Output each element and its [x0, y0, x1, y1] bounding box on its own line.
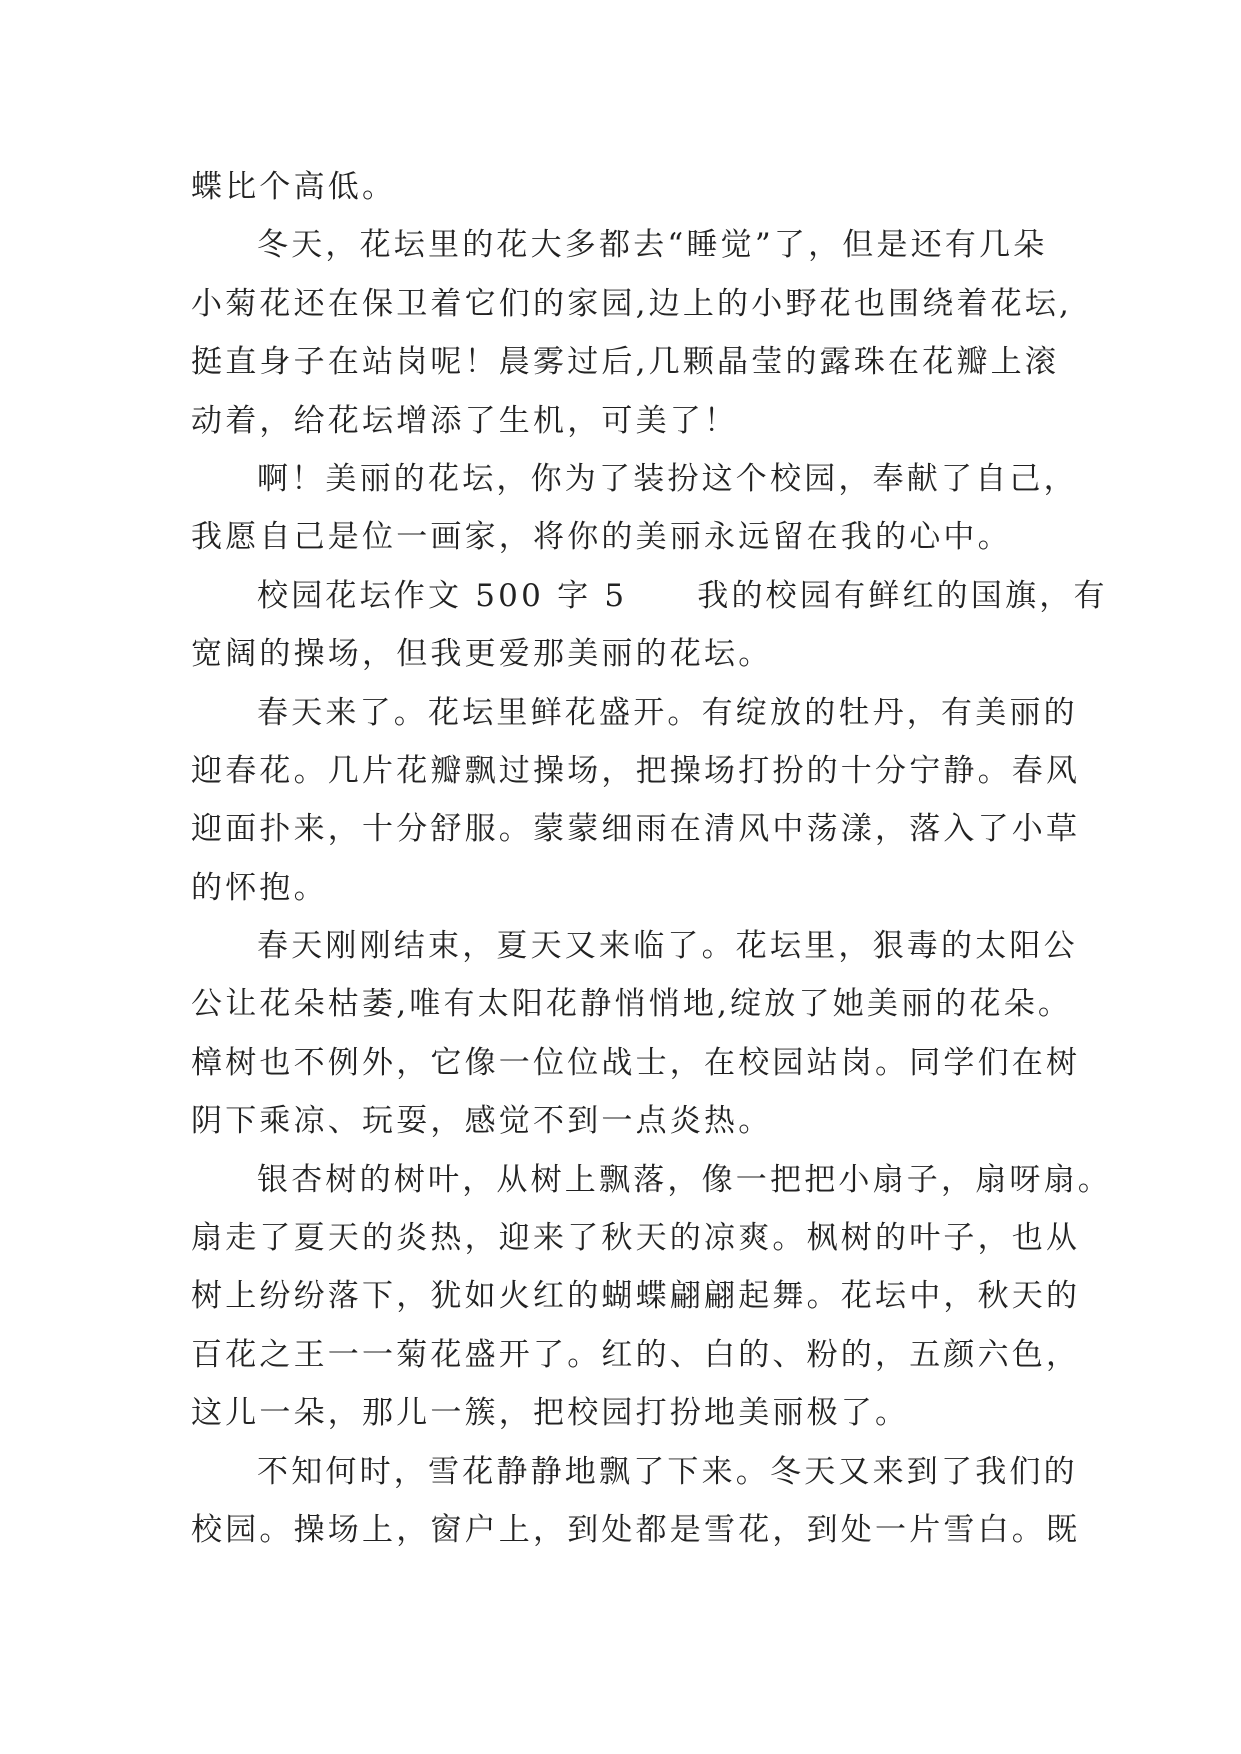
- text-line: 春天刚刚结束，夏天又来临了。花坛里，狠毒的太阳公: [257, 928, 1078, 965]
- text-line: 扇走了夏天的炎热，迎来了秋天的凉爽。枫树的叶子，也从: [191, 1220, 1081, 1257]
- text-line: 的怀抱。: [191, 869, 328, 906]
- text-line: 校园。操场上，窗户上，到处都是雪花，到处一片雪白。既: [191, 1511, 1081, 1548]
- text-line: 迎面扑来，十分舒服。蒙蒙细雨在清风中荡漾，落入了小草: [191, 811, 1081, 848]
- section-title: 校园花坛作文 500 字 5: [257, 577, 628, 614]
- text-line: 冬天，花坛里的花大多都去“睡觉”了，但是还有几朵: [257, 227, 1048, 264]
- text-line: 动着，给花坛增添了生机，可美了！: [191, 402, 739, 439]
- text-line: 樟树也不例外，它像一位位战士，在校园站岗。同学们在树: [191, 1044, 1081, 1081]
- text-line: 公让花朵枯萎,唯有太阳花静悄悄地,绽放了她美丽的花朵。: [191, 986, 1073, 1023]
- text-line: 百花之王一一菊花盛开了。红的、白的、粉的，五颜六色，: [191, 1336, 1081, 1373]
- text-line: 啊！美丽的花坛，你为了装扮这个校园，奉献了自己，: [257, 460, 1078, 497]
- text-line: 宽阔的操场，但我更爱那美丽的花坛。: [191, 636, 773, 673]
- text-line: 小菊花还在保卫着它们的家园,边上的小野花也围绕着花坛,: [191, 285, 1073, 322]
- text-line: 这儿一朵，那儿一簇，把校园打扮地美丽极了。: [191, 1395, 910, 1432]
- text-line: 春天来了。花坛里鲜花盛开。有绽放的牡丹，有美丽的: [257, 694, 1078, 731]
- text-line: 我愿自己是位一画家，将你的美丽永远留在我的心中。: [191, 519, 1012, 556]
- text-line: 迎春花。几片花瓣飘过操场，把操场打扮的十分宁静。春风: [191, 752, 1081, 789]
- text-line: 我的校园有鲜红的国旗，有: [697, 577, 1108, 614]
- text-line: 挺直身子在站岗呢！晨雾过后,几颗晶莹的露珠在花瓣上滚: [191, 344, 1060, 381]
- text-line: 蝶比个高低。: [191, 169, 397, 205]
- text-line: 不知何时，雪花静静地飘了下来。冬天又来到了我们的: [257, 1453, 1078, 1490]
- text-line: 阴下乘凉、玩耍，感觉不到一点炎热。: [191, 1103, 773, 1140]
- section-title-line: [191, 567, 1108, 625]
- text-line: 银杏树的树叶，从树上飘落，像一把把小扇子，扇呀扇。: [257, 1161, 1112, 1198]
- essay-text: [191, 158, 1112, 1559]
- text-line: 树上纷纷落下，犹如火红的蝴蝶翩翩起舞。花坛中，秋天的: [191, 1278, 1081, 1315]
